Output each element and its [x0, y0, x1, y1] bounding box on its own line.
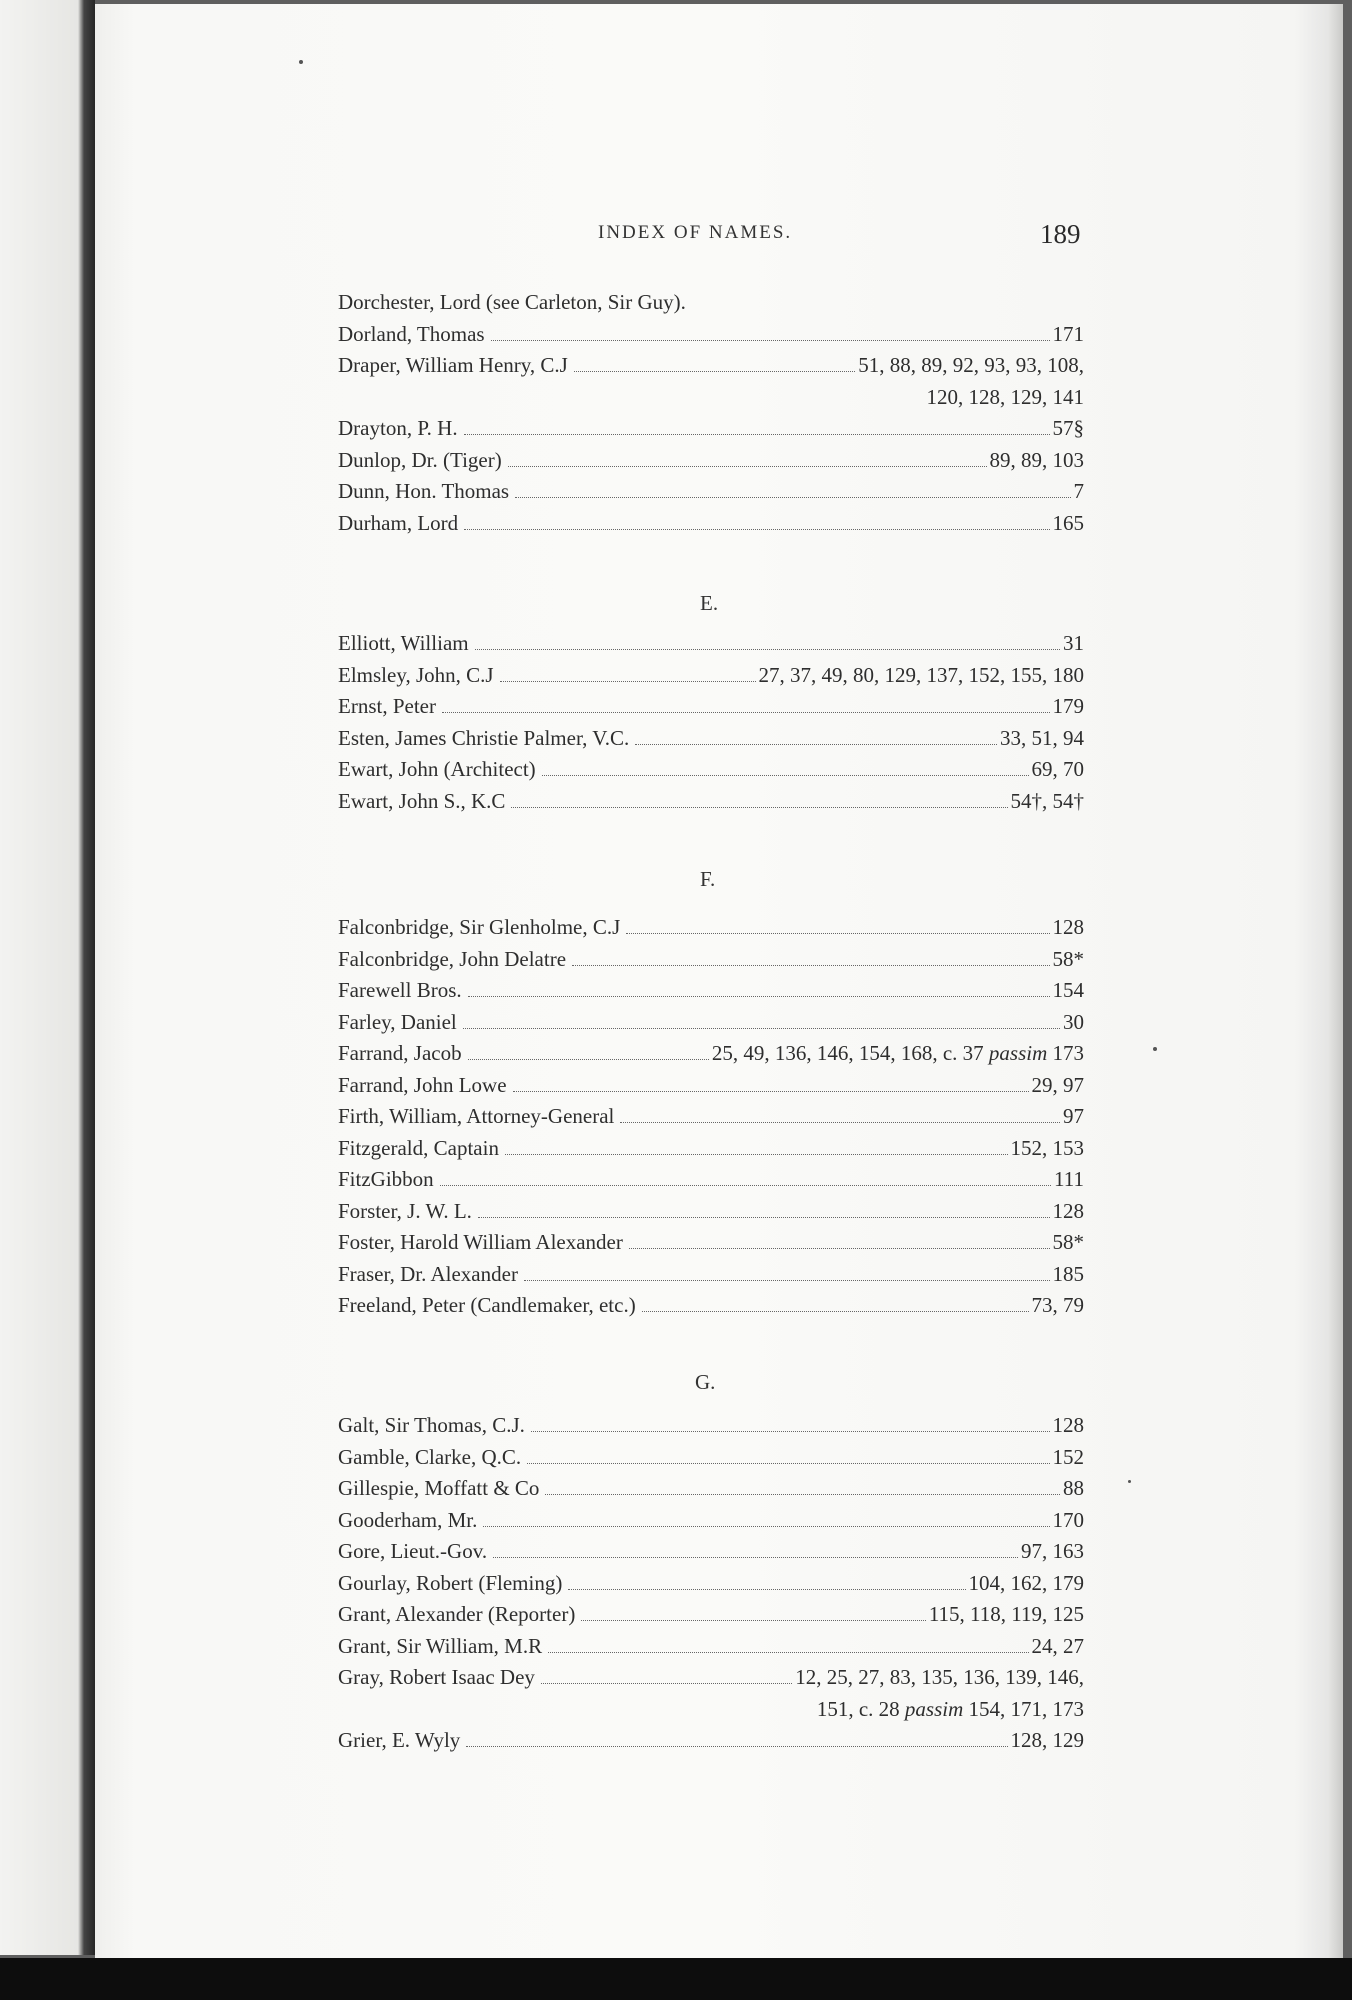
entry-pages: 104, 162, 179 — [968, 1570, 1084, 1595]
index-entry — [338, 660, 1084, 692]
index-entry — [338, 1259, 1084, 1291]
entry-name: Draper, William Henry, C.J — [338, 353, 568, 377]
entry-continuation — [338, 1694, 1084, 1726]
dot-leader — [478, 1217, 1050, 1218]
index-entry — [338, 1536, 1084, 1568]
entry-pages: 69, 70 — [1031, 757, 1084, 781]
index-entry — [338, 628, 1084, 660]
dot-leader — [574, 371, 855, 372]
entry-pages: 58* — [1052, 1230, 1084, 1254]
entry-pages: 128 — [1052, 915, 1084, 939]
entry-pages: 152, 153 — [1010, 1135, 1084, 1160]
dot-leader — [629, 1248, 1050, 1249]
ink-speck — [1128, 1480, 1131, 1483]
entry-name: Ewart, John S., K.C — [338, 788, 506, 813]
dot-leader — [468, 996, 1050, 997]
entry-pages: 152 — [1052, 1444, 1084, 1469]
pages-text: 25, 49, 136, 146, 154, 168, c. 37 — [711, 1041, 984, 1065]
dot-leader — [505, 1154, 1008, 1155]
dot-leader — [524, 1280, 1050, 1281]
dot-leader — [642, 1311, 1029, 1312]
index-section-d — [338, 287, 1084, 539]
entry-name: Farrand, Jacob — [338, 1041, 462, 1065]
entry-name: Grant, Alexander (Reporter) — [338, 1602, 576, 1626]
entry-name: Dunlop, Dr. (Tiger) — [338, 447, 502, 472]
dot-leader — [468, 1059, 709, 1060]
index-entry — [338, 476, 1084, 508]
entry-name: Farewell Bros. — [338, 978, 462, 1002]
passim-label: passim — [904, 1696, 964, 1721]
index-entry — [338, 1725, 1084, 1757]
running-head: INDEX OF NAMES. — [598, 222, 793, 243]
dot-leader — [635, 744, 997, 745]
entry-name: Dorchester, Lord (see Carleton, Sir Guy). — [338, 290, 686, 314]
scan-bottom-border — [0, 1958, 1352, 2000]
entry-name: FitzGibbon — [338, 1167, 434, 1191]
section-heading-f: F. — [700, 867, 716, 891]
entry-pages: 51, 88, 89, 92, 93, 93, 108, — [858, 353, 1084, 377]
dot-leader — [568, 1589, 965, 1590]
index-entry — [338, 319, 1084, 351]
dot-leader — [513, 1091, 1029, 1092]
section-heading-g: G. — [695, 1370, 716, 1394]
entry-pages: 171 — [1052, 321, 1084, 346]
dot-leader — [483, 1526, 1049, 1527]
entry-name: Elmsley, John, C.J — [338, 662, 494, 687]
entry-pages: 115, 118, 119, 125 — [928, 1602, 1084, 1626]
entry-pages: 27, 37, 49, 80, 129, 137, 152, 155, 180 — [758, 662, 1084, 687]
dot-leader — [548, 1652, 1028, 1653]
entry-pages — [712, 1038, 1084, 1070]
entry-name: Dorland, Thomas — [338, 321, 485, 346]
dot-leader — [626, 933, 1049, 934]
entry-name: Gamble, Clarke, Q.C. — [338, 1444, 522, 1469]
entry-name: Gray, Robert Isaac Dey — [338, 1665, 535, 1689]
entry-name: Ernst, Peter — [338, 694, 436, 718]
dot-leader — [515, 497, 1070, 498]
entry-name: Gourlay, Robert (Fleming) — [338, 1570, 563, 1595]
entry-pages: 89, 89, 103 — [989, 447, 1084, 472]
index-section-e — [338, 628, 1084, 817]
entry-name: Falconbridge, John Delatre — [338, 946, 567, 971]
entry-name: Drayton, P. H. — [338, 416, 458, 440]
entry-pages: 170 — [1052, 1507, 1084, 1532]
entry-pages: 30 — [1063, 1009, 1084, 1034]
dot-leader — [620, 1122, 1060, 1123]
entry-pages: 73, 79 — [1031, 1293, 1084, 1317]
entry-name: Farley, Daniel — [338, 1009, 457, 1034]
index-entry — [338, 1599, 1084, 1631]
index-entry — [338, 1133, 1084, 1165]
index-entry — [338, 1568, 1084, 1600]
index-entry — [338, 1442, 1084, 1474]
pages-text: 173 — [1052, 1041, 1084, 1065]
dot-leader — [442, 712, 1050, 713]
dot-leader — [527, 1463, 1049, 1464]
entry-pages: 58* — [1052, 946, 1084, 971]
entry-name: Falconbridge, Sir Glenholme, C.J — [338, 915, 621, 939]
entry-pages: 185 — [1052, 1261, 1084, 1286]
pages-text: 151, c. 28 — [816, 1696, 900, 1721]
dot-leader — [542, 775, 1029, 776]
dot-leader — [475, 649, 1060, 650]
entry-name: Elliott, William — [338, 631, 469, 655]
index-entry — [338, 1007, 1084, 1039]
index-entry — [338, 1473, 1084, 1505]
entry-pages: 128, 129 — [1010, 1728, 1084, 1752]
index-entry — [338, 1662, 1084, 1694]
dot-leader — [493, 1557, 1018, 1558]
entry-name: Gore, Lieut.-Gov. — [338, 1539, 488, 1563]
index-entry — [338, 508, 1084, 540]
entry-pages: 179 — [1052, 694, 1084, 718]
index-entry — [338, 1101, 1084, 1133]
entry-name: Grier, E. Wyly — [338, 1728, 461, 1752]
index-entry — [338, 1505, 1084, 1537]
dot-leader — [464, 529, 1049, 530]
entry-name: Freeland, Peter (Candlemaker, etc.) — [338, 1293, 636, 1317]
index-entry — [338, 445, 1084, 477]
entry-pages: 128 — [1052, 1198, 1084, 1223]
entry-pages: 111 — [1054, 1167, 1084, 1191]
index-entry — [338, 723, 1084, 755]
entry-name: Forster, J. W. L. — [338, 1198, 472, 1223]
dot-leader — [508, 466, 987, 467]
passim-label: passim — [988, 1041, 1048, 1065]
index-entry — [338, 1290, 1084, 1322]
index-entry — [338, 1631, 1084, 1663]
entry-continuation: 120, 128, 129, 141 — [926, 384, 1084, 409]
entry-pages: 31 — [1063, 631, 1084, 655]
entry-pages: 29, 97 — [1031, 1072, 1084, 1097]
entry-name: Ewart, John (Architect) — [338, 757, 536, 781]
previous-page-edge — [0, 0, 95, 1955]
entry-pages: 97 — [1063, 1104, 1084, 1128]
entry-pages: 33, 51, 94 — [1000, 725, 1084, 750]
ink-speck — [1153, 1047, 1157, 1051]
entry-pages: 12, 25, 27, 83, 135, 136, 139, 146, — [795, 1665, 1084, 1689]
entry-name: Fitzgerald, Captain — [338, 1135, 499, 1160]
entry-name: Farrand, John Lowe — [338, 1072, 507, 1097]
dot-leader — [491, 340, 1050, 341]
index-entry — [338, 786, 1084, 818]
section-heading-e: E. — [700, 591, 719, 615]
index-entry — [338, 287, 1084, 319]
page-number: 189 — [1040, 219, 1081, 249]
dot-leader — [464, 434, 1050, 435]
page-edge — [1329, 4, 1343, 1959]
index-entry — [338, 944, 1084, 976]
dot-leader — [500, 681, 756, 682]
entry-name: Galt, Sir Thomas, C.J. — [338, 1413, 525, 1437]
index-section-g — [338, 1410, 1084, 1757]
dot-leader — [581, 1620, 926, 1621]
entry-name: Grant, Sir William, M.R — [338, 1633, 543, 1658]
entry-pages: 97, 163 — [1021, 1539, 1084, 1563]
entry-pages: 128 — [1052, 1413, 1084, 1437]
entry-name: Foster, Harold William Alexander — [338, 1230, 623, 1254]
entry-name: Esten, James Christie Palmer, V.C. — [338, 725, 630, 750]
index-entry — [338, 350, 1084, 382]
index-entry — [338, 975, 1084, 1007]
entry-pages: 57§ — [1052, 416, 1084, 440]
entry-name: Firth, William, Attorney-General — [338, 1104, 615, 1128]
index-entry — [338, 1227, 1084, 1259]
entry-pages: 7 — [1073, 479, 1084, 503]
index-entry — [338, 691, 1084, 723]
index-entry — [338, 1164, 1084, 1196]
entry-pages: 88 — [1063, 1476, 1084, 1500]
entry-pages: 24, 27 — [1031, 1633, 1084, 1658]
entry-name: Gillespie, Moffatt & Co — [338, 1476, 540, 1500]
index-entry — [338, 912, 1084, 944]
pages-text: 154, 171, 173 — [968, 1696, 1084, 1721]
index-section-f — [338, 912, 1084, 1322]
entry-pages: 154 — [1052, 978, 1084, 1002]
dot-leader — [541, 1683, 792, 1684]
index-entry — [338, 754, 1084, 786]
dot-leader — [466, 1746, 1007, 1747]
dot-leader — [545, 1494, 1060, 1495]
entry-name: Durham, Lord — [338, 510, 459, 535]
index-entry — [338, 1410, 1084, 1442]
index-entry — [338, 1038, 1084, 1070]
entry-pages: 165 — [1052, 510, 1084, 535]
ink-speck — [299, 60, 303, 64]
entry-pages: 54†, 54† — [1010, 788, 1084, 813]
dot-leader — [511, 807, 1007, 808]
dot-leader — [463, 1028, 1060, 1029]
entry-name: Dunn, Hon. Thomas — [338, 479, 510, 503]
entry-name: Gooderham, Mr. — [338, 1507, 478, 1532]
index-entry — [338, 1070, 1084, 1102]
dot-leader — [440, 1185, 1051, 1186]
dot-leader — [572, 965, 1049, 966]
index-entry — [338, 1196, 1084, 1228]
dot-leader — [531, 1431, 1050, 1432]
index-entry — [338, 413, 1084, 445]
entry-name: Fraser, Dr. Alexander — [338, 1261, 518, 1286]
